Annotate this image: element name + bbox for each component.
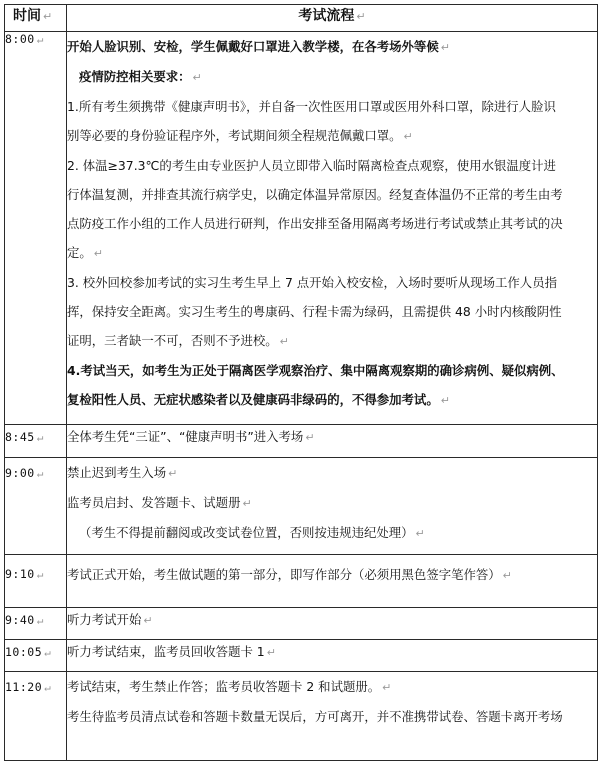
time-cell (5, 640, 67, 672)
flow-line (67, 385, 597, 415)
flow-text: 1.所有考生须携带《健康声明书》，并自备一次性医用口罩或医用外科口罩，除进行人脸识 (67, 99, 556, 114)
paragraph-mark-icon: ↵ (36, 33, 44, 46)
paragraph-mark-icon: ↵ (403, 130, 413, 143)
flow-text: 点防疫工作小组的工作人员进行研判，作出安排至备用隔离考场进行考试或禁止其考试的决 (67, 216, 563, 231)
flow-line (67, 92, 597, 121)
paragraph-mark-icon: ↵ (44, 646, 52, 659)
flow-text: 挥，保持安全距离。实习生考生的粤康码、行程卡需为绿码，且需提供 48 小时内核酸阴性 (67, 304, 562, 319)
flow-text: （考生不得提前翻阅或改变试卷位置，否则按违规违纪处理） (79, 525, 414, 540)
flow-text: 听力考试开始 (67, 612, 142, 627)
paragraph-mark-icon: ↵ (93, 247, 103, 260)
flow-text: 3. 校外回校参加考试的实习生考生早上 7 点开始入校安检，入场时要听从现场工作人员指 (67, 275, 557, 290)
paragraph-mark-icon: ↵ (305, 431, 315, 444)
exam-schedule-table (4, 4, 598, 761)
time-value: 9:10 (5, 567, 35, 581)
table-row (5, 555, 598, 608)
flow-line (67, 560, 597, 590)
paragraph-mark-icon: ↵ (44, 681, 52, 694)
flow-cell (67, 555, 598, 608)
table-header-row (5, 5, 598, 32)
flow-text: 疫情防控相关要求： (79, 69, 191, 84)
flow-text: 行体温复测，并排查其流行病学史，以确定体温异常原因。经复查体温仍不正常的考生由考 (67, 187, 563, 202)
flow-line (67, 268, 597, 297)
paragraph-mark-icon: ↵ (143, 614, 153, 627)
flow-text: 定。 (67, 245, 92, 260)
table-row (5, 458, 598, 555)
flow-line (67, 326, 597, 356)
flow-text: 复检阳性人员、无症状感染者以及健康码非绿码的，不得参加考试。 (67, 392, 439, 407)
flow-text: 开始人脸识别、安检，学生佩戴好口罩进入教学楼，在各考场外等候 (67, 39, 439, 54)
flow-cell (67, 608, 598, 640)
paragraph-mark-icon: ↵ (36, 431, 44, 444)
paragraph-mark-icon: ↵ (168, 467, 178, 480)
flow-line (67, 180, 597, 209)
paragraph-mark-icon: ↵ (440, 394, 450, 407)
time-value: 11:20 (5, 680, 43, 694)
flow-text: 考生待监考员清点试卷和答题卡数量无误后，方可离开，并不准携带试卷、答题卡离开考场 (67, 709, 563, 724)
paragraph-mark-icon: ↵ (36, 467, 44, 480)
flow-line (67, 121, 597, 151)
paragraph-mark-icon: ↵ (266, 646, 276, 659)
paragraph-mark-icon: ↵ (43, 10, 53, 23)
flow-line (67, 458, 597, 488)
flow-line (67, 32, 597, 62)
table-row (5, 640, 598, 672)
time-value: 8:45 (5, 430, 35, 444)
flow-line (67, 608, 597, 633)
flow-line (67, 62, 597, 92)
flow-cell (67, 458, 598, 555)
flow-text: 考试正式开始，考生做试题的第一部分，即写作部分（必须用黑色签字笔作答） (67, 567, 501, 582)
time-value: 10:05 (5, 645, 43, 659)
header-flow (67, 5, 598, 32)
paragraph-mark-icon: ↵ (279, 335, 289, 348)
table-row (5, 672, 598, 761)
flow-line (67, 488, 597, 518)
paragraph-mark-icon: ↵ (440, 41, 450, 54)
time-cell (5, 555, 67, 608)
paragraph-mark-icon: ↵ (36, 568, 44, 581)
time-value: 9:00 (5, 466, 35, 480)
table-row (5, 32, 598, 425)
flow-text: 禁止迟到考生入场 (67, 465, 167, 480)
flow-line (67, 640, 597, 665)
paragraph-mark-icon: ↵ (502, 569, 512, 582)
flow-line (67, 425, 597, 450)
flow-line (67, 356, 597, 385)
flow-line (67, 209, 597, 238)
time-value: 8:00 (5, 32, 35, 46)
flow-text: 别等必要的身份验证程序外，考试期间须全程规范佩戴口罩。 (67, 128, 402, 143)
flow-text: 2. 体温≥37.3℃的考生由专业医护人员立即带入临时隔离检查点观察，使用水银温度计进 (67, 158, 556, 173)
time-cell (5, 672, 67, 761)
table-row (5, 608, 598, 640)
paragraph-mark-icon: ↵ (356, 10, 366, 23)
flow-cell (67, 672, 598, 761)
paragraph-mark-icon: ↵ (242, 497, 252, 510)
header-time-label: 时间 (13, 8, 41, 24)
paragraph-mark-icon: ↵ (415, 527, 425, 540)
flow-cell (67, 425, 598, 458)
flow-line (67, 672, 597, 702)
header-time (5, 5, 67, 32)
flow-cell (67, 640, 598, 672)
flow-text: 听力考试结束，监考员回收答题卡 1 (67, 644, 265, 659)
time-cell (5, 458, 67, 555)
flow-text: 全体考生凭“三证”、“健康声明书”进入考场 (67, 429, 304, 444)
paragraph-mark-icon: ↵ (36, 614, 44, 627)
time-value: 9:40 (5, 613, 35, 627)
time-cell (5, 32, 67, 425)
table-row (5, 425, 598, 458)
flow-line (67, 702, 597, 731)
paragraph-mark-icon: ↵ (382, 681, 392, 694)
time-cell (5, 608, 67, 640)
flow-text: 4.考试当天，如考生为正处于隔离医学观察治疗、集中隔离观察期的确诊病例、疑似病例、 (67, 363, 564, 378)
flow-line (67, 238, 597, 268)
flow-text: 考试结束，考生禁止作答；监考员收答题卡 2 和试题册。 (67, 679, 381, 694)
flow-line (67, 297, 597, 326)
flow-text: 证明，三者缺一不可，否则不予进校。 (67, 333, 278, 348)
flow-cell (67, 32, 598, 425)
paragraph-mark-icon: ↵ (192, 71, 202, 84)
time-cell (5, 425, 67, 458)
flow-text: 监考员启封、发答题卡、试题册 (67, 495, 241, 510)
flow-line (67, 151, 597, 180)
header-flow-label: 考试流程 (298, 8, 355, 24)
flow-line (67, 518, 597, 548)
